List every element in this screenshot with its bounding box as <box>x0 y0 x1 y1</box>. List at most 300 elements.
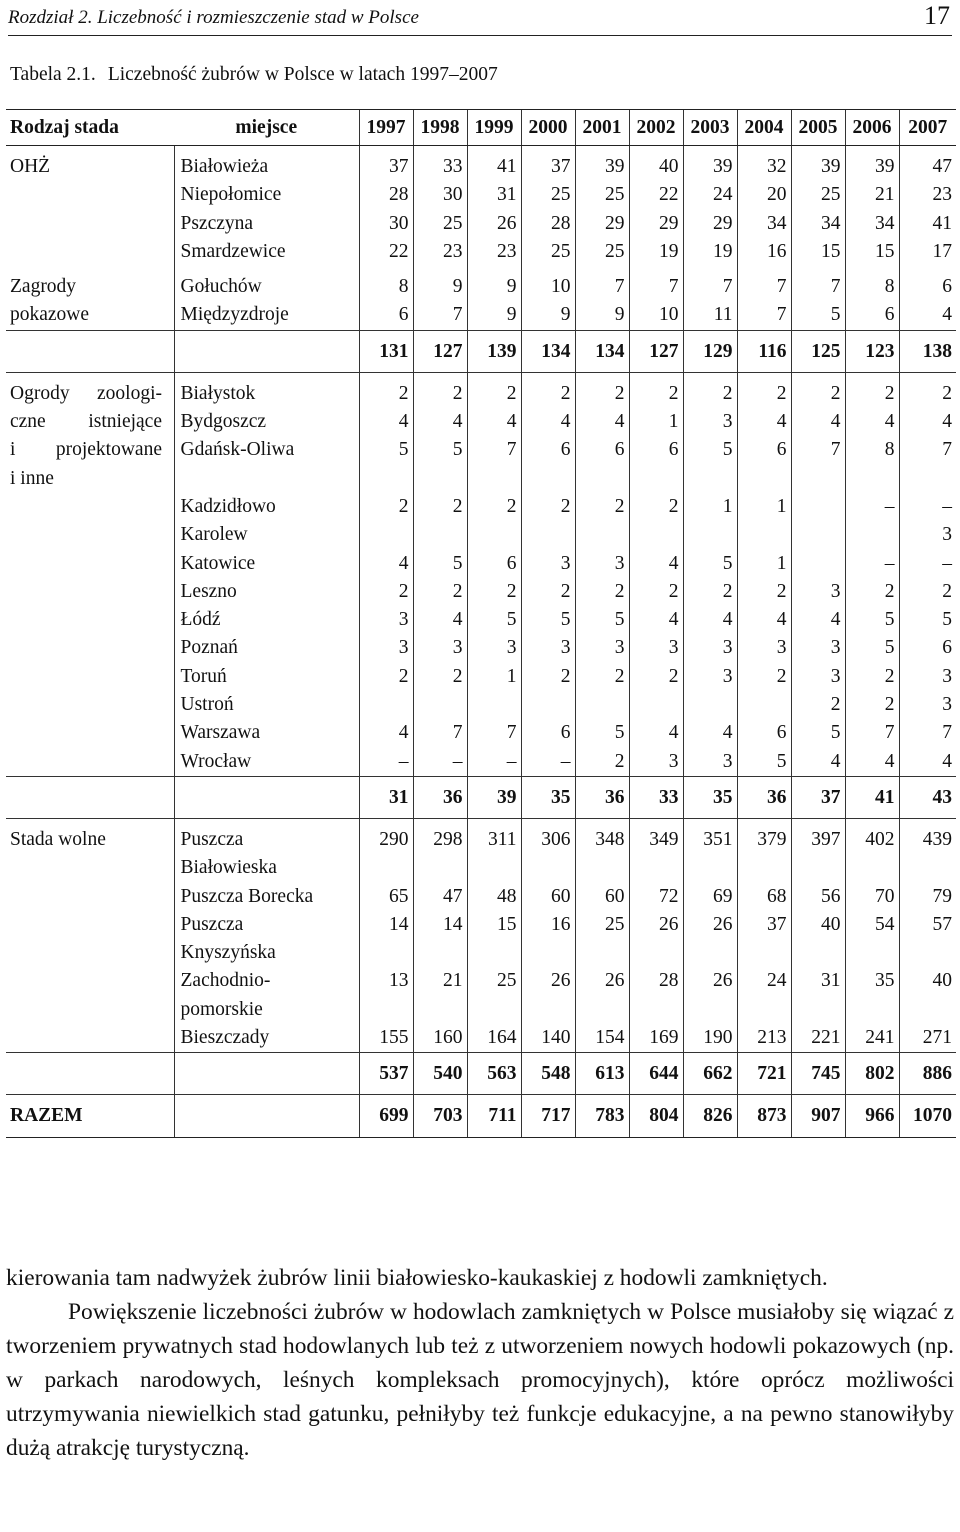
value-cell: 2 <box>737 578 791 606</box>
subtotal-value: 116 <box>737 330 791 372</box>
value-cell: 4 <box>575 408 629 436</box>
place-cell <box>174 146 359 182</box>
value-cell: 4 <box>845 408 899 436</box>
value-cell: 16 <box>521 911 575 968</box>
value-cell: 23 <box>467 238 521 266</box>
table-header-row <box>6 110 956 146</box>
place-cell <box>174 238 359 266</box>
value-cell: 34 <box>737 210 791 238</box>
herd-type-line: Stada wolne <box>10 828 106 850</box>
value-cell: 348 <box>575 818 629 882</box>
value-cell: 7 <box>683 266 737 301</box>
value-cell: 17 <box>899 238 956 266</box>
subtotal-value: 39 <box>467 776 521 818</box>
subtotal-value: 36 <box>737 776 791 818</box>
total-value: 826 <box>683 1095 737 1138</box>
place-line: Białowieska <box>180 857 277 879</box>
value-cell <box>845 521 899 549</box>
value-cell: 37 <box>737 911 791 968</box>
value-cell: 4 <box>359 408 413 436</box>
subtotal-value: 125 <box>791 330 845 372</box>
table-caption <box>10 64 498 86</box>
subtotal-value: 131 <box>359 330 413 372</box>
value-cell: 154 <box>575 1024 629 1053</box>
value-cell <box>521 691 575 719</box>
place-cell <box>174 550 359 578</box>
value-cell: – <box>845 493 899 521</box>
header-year: 1999 <box>467 110 521 146</box>
value-cell: 33 <box>413 146 467 182</box>
value-cell: 41 <box>899 210 956 238</box>
subtotal-value: 139 <box>467 330 521 372</box>
value-cell <box>683 465 737 493</box>
value-cell: 6 <box>845 301 899 330</box>
subtotal-value: 123 <box>845 330 899 372</box>
total-label: RAZEM <box>6 1095 174 1138</box>
value-cell: 3 <box>359 606 413 634</box>
value-cell: 4 <box>683 606 737 634</box>
value-cell: 3 <box>899 691 956 719</box>
value-cell <box>575 465 629 493</box>
value-cell: 3 <box>629 748 683 777</box>
value-cell: 4 <box>737 408 791 436</box>
value-cell: 6 <box>359 301 413 330</box>
herd-type-cell <box>6 372 174 776</box>
herd-type-line: czne istniejące <box>10 411 162 433</box>
place-line: Puszcza Borecka <box>180 885 314 907</box>
value-cell <box>467 465 521 493</box>
value-cell: 4 <box>413 606 467 634</box>
value-cell: 4 <box>899 301 956 330</box>
table-caption-text: Liczebność żubrów w Polsce w latach 1997–2007 <box>107 64 498 85</box>
value-cell: 35 <box>845 967 899 1024</box>
place-cell <box>174 578 359 606</box>
value-cell: 3 <box>359 634 413 662</box>
value-cell: 155 <box>359 1024 413 1053</box>
value-cell: 2 <box>845 578 899 606</box>
total-empty-cell <box>174 1095 359 1138</box>
value-cell: 3 <box>521 634 575 662</box>
place-line: Pszczyna <box>180 212 254 234</box>
total-value: 699 <box>359 1095 413 1138</box>
value-cell <box>791 550 845 578</box>
value-cell: 26 <box>683 967 737 1024</box>
value-cell: 47 <box>899 146 956 182</box>
place-cell <box>174 883 359 911</box>
total-value: 873 <box>737 1095 791 1138</box>
value-cell: 169 <box>629 1024 683 1053</box>
subtotal-value: 802 <box>845 1053 899 1095</box>
subtotal-value: 745 <box>791 1053 845 1095</box>
total-value: 966 <box>845 1095 899 1138</box>
place-line: Katowice <box>180 552 256 574</box>
value-cell: 4 <box>629 606 683 634</box>
value-cell: 160 <box>413 1024 467 1053</box>
value-cell: – <box>413 748 467 777</box>
value-cell: 8 <box>359 266 413 301</box>
value-cell: 7 <box>845 719 899 747</box>
value-cell: 3 <box>899 521 956 549</box>
value-cell: 1 <box>629 408 683 436</box>
value-cell: 140 <box>521 1024 575 1053</box>
value-cell: 25 <box>521 238 575 266</box>
value-cell: 6 <box>521 719 575 747</box>
value-cell: 5 <box>467 606 521 634</box>
table-row <box>6 818 956 882</box>
place-line: Bieszczady <box>180 1027 270 1049</box>
value-cell: 79 <box>899 883 956 911</box>
subtotal-empty-cell <box>174 1053 359 1095</box>
value-cell: 37 <box>359 146 413 182</box>
value-cell: 7 <box>791 266 845 301</box>
value-cell: 7 <box>899 436 956 464</box>
value-cell: 6 <box>629 436 683 464</box>
value-cell: 10 <box>629 301 683 330</box>
subtotal-value: 127 <box>413 330 467 372</box>
value-cell: 7 <box>737 301 791 330</box>
running-title: Rozdział 2. Liczebność i rozmieszczenie stad w Polsce <box>8 7 419 28</box>
value-cell: 2 <box>575 372 629 408</box>
value-cell: 1 <box>737 493 791 521</box>
value-cell: 5 <box>359 436 413 464</box>
value-cell: 241 <box>845 1024 899 1053</box>
value-cell <box>467 521 521 549</box>
value-cell <box>683 691 737 719</box>
value-cell: 3 <box>737 634 791 662</box>
value-cell <box>737 521 791 549</box>
place-cell <box>174 748 359 777</box>
table-caption-label: Tabela 2.1. <box>10 64 96 85</box>
value-cell: 21 <box>413 967 467 1024</box>
value-cell: 7 <box>791 436 845 464</box>
header-year: 2002 <box>629 110 683 146</box>
value-cell: 6 <box>737 436 791 464</box>
total-value: 1070 <box>899 1095 956 1138</box>
value-cell <box>629 691 683 719</box>
value-cell: – <box>899 493 956 521</box>
value-cell <box>521 465 575 493</box>
total-value: 804 <box>629 1095 683 1138</box>
subtotal-value: 41 <box>845 776 899 818</box>
page-number: 17 <box>924 1 950 30</box>
value-cell: 5 <box>845 606 899 634</box>
value-cell: – <box>899 550 956 578</box>
value-cell: 5 <box>845 634 899 662</box>
value-cell: 3 <box>413 634 467 662</box>
herd-type-line: Zagrody <box>10 276 77 298</box>
value-cell: 40 <box>629 146 683 182</box>
value-cell <box>791 521 845 549</box>
subtotal-value: 35 <box>683 776 737 818</box>
value-cell <box>467 691 521 719</box>
value-cell: 4 <box>845 748 899 777</box>
value-cell: 3 <box>521 550 575 578</box>
place-cell <box>174 521 359 549</box>
subtotal-value: 721 <box>737 1053 791 1095</box>
value-cell: 4 <box>359 550 413 578</box>
value-cell: 4 <box>359 719 413 747</box>
value-cell: 41 <box>467 146 521 182</box>
subtotal-row <box>6 1053 956 1095</box>
place-cell <box>174 408 359 436</box>
value-cell <box>737 691 791 719</box>
value-cell: 26 <box>521 967 575 1024</box>
value-cell: 9 <box>467 266 521 301</box>
value-cell: – <box>467 748 521 777</box>
value-cell: 29 <box>575 210 629 238</box>
value-cell <box>791 465 845 493</box>
value-cell: 2 <box>575 493 629 521</box>
subtotal-value: 36 <box>575 776 629 818</box>
value-cell <box>575 521 629 549</box>
value-cell: 5 <box>521 606 575 634</box>
value-cell: 2 <box>683 578 737 606</box>
subtotal-value: 548 <box>521 1053 575 1095</box>
value-cell: 6 <box>899 266 956 301</box>
place-line: Knyszyńska <box>180 942 276 964</box>
value-cell: 2 <box>791 372 845 408</box>
value-cell: 5 <box>575 719 629 747</box>
place-cell <box>174 372 359 408</box>
header-place: miejsce <box>174 110 359 146</box>
value-cell: 28 <box>629 967 683 1024</box>
value-cell: 3 <box>683 663 737 691</box>
table-row <box>6 146 956 182</box>
value-cell: 2 <box>845 691 899 719</box>
value-cell: 21 <box>845 181 899 209</box>
value-cell: 65 <box>359 883 413 911</box>
place-line: Bydgoszcz <box>180 411 267 433</box>
value-cell: 26 <box>683 911 737 968</box>
place-line: Białowieża <box>180 156 269 177</box>
paragraph: kierowania tam nadwyżek żubrów linii białowiesko-kaukaskiej z hodowli zamkniętych. <box>6 1265 828 1291</box>
value-cell: 5 <box>683 550 737 578</box>
value-cell: 9 <box>575 301 629 330</box>
place-line: pomorskie <box>180 998 263 1020</box>
value-cell: 34 <box>791 210 845 238</box>
value-cell: 60 <box>575 883 629 911</box>
value-cell: 311 <box>467 818 521 882</box>
value-cell: 4 <box>899 408 956 436</box>
value-cell: 306 <box>521 818 575 882</box>
subtotal-value: 37 <box>791 776 845 818</box>
place-cell <box>174 181 359 209</box>
value-cell: 34 <box>845 210 899 238</box>
value-cell: 4 <box>629 550 683 578</box>
place-line: Gdańsk-Oliwa <box>180 439 295 461</box>
total-value: 717 <box>521 1095 575 1138</box>
subtotal-value: 138 <box>899 330 956 372</box>
value-cell: 397 <box>791 818 845 882</box>
header-year: 2005 <box>791 110 845 146</box>
value-cell: 2 <box>737 663 791 691</box>
subtotal-empty-cell <box>6 776 174 818</box>
value-cell: 4 <box>791 606 845 634</box>
place-cell <box>174 493 359 521</box>
value-cell: 40 <box>899 967 956 1024</box>
value-cell: 3 <box>683 634 737 662</box>
value-cell: 68 <box>737 883 791 911</box>
total-value: 907 <box>791 1095 845 1138</box>
value-cell: 2 <box>521 663 575 691</box>
value-cell: 7 <box>899 719 956 747</box>
value-cell: 7 <box>467 436 521 464</box>
value-cell: 4 <box>629 719 683 747</box>
value-cell: 15 <box>467 911 521 968</box>
value-cell <box>737 465 791 493</box>
value-cell <box>791 493 845 521</box>
value-cell: 7 <box>413 719 467 747</box>
place-line: Smardzewice <box>180 240 286 262</box>
value-cell: 25 <box>791 181 845 209</box>
header-year: 2000 <box>521 110 575 146</box>
value-cell: 2 <box>359 372 413 408</box>
value-cell: 19 <box>629 238 683 266</box>
place-line: Karolew <box>180 524 248 546</box>
value-cell: 30 <box>359 210 413 238</box>
value-cell: 39 <box>683 146 737 182</box>
value-cell <box>845 465 899 493</box>
value-cell: 2 <box>899 578 956 606</box>
value-cell: 351 <box>683 818 737 882</box>
place-cell <box>174 663 359 691</box>
value-cell: 2 <box>467 578 521 606</box>
value-cell: 54 <box>845 911 899 968</box>
subtotal-value: 134 <box>575 330 629 372</box>
herd-type-line: i projektowane <box>10 439 162 461</box>
herd-type-cell <box>6 266 174 330</box>
value-cell: 2 <box>575 663 629 691</box>
value-cell: 2 <box>629 578 683 606</box>
value-cell: 29 <box>629 210 683 238</box>
place-cell <box>174 606 359 634</box>
value-cell: 2 <box>467 493 521 521</box>
value-cell: 25 <box>413 210 467 238</box>
value-cell: 60 <box>521 883 575 911</box>
total-row <box>6 1095 956 1138</box>
place-cell <box>174 465 359 493</box>
value-cell: 72 <box>629 883 683 911</box>
value-cell: 39 <box>575 146 629 182</box>
value-cell: 70 <box>845 883 899 911</box>
value-cell: 2 <box>521 578 575 606</box>
value-cell: 2 <box>629 663 683 691</box>
value-cell: – <box>845 550 899 578</box>
value-cell: 69 <box>683 883 737 911</box>
value-cell: 2 <box>521 493 575 521</box>
value-cell: 7 <box>467 719 521 747</box>
value-cell: 3 <box>683 408 737 436</box>
subtotal-empty-cell <box>174 330 359 372</box>
subtotal-value: 886 <box>899 1053 956 1095</box>
place-line: Leszno <box>180 580 237 602</box>
value-cell: 14 <box>413 911 467 968</box>
place-line: Międzyzdroje <box>180 304 289 326</box>
value-cell: 7 <box>737 266 791 301</box>
value-cell: 25 <box>521 181 575 209</box>
value-cell: 2 <box>359 493 413 521</box>
value-cell <box>575 691 629 719</box>
value-cell: 31 <box>791 967 845 1024</box>
value-cell: 28 <box>359 181 413 209</box>
place-cell <box>174 818 359 882</box>
herd-type-line: OHŻ <box>10 156 51 177</box>
place-line: Toruń <box>180 665 227 687</box>
place-line: Łódź <box>180 609 221 631</box>
value-cell: 22 <box>629 181 683 209</box>
value-cell: 39 <box>845 146 899 182</box>
herd-type-cell <box>6 146 174 267</box>
place-line: Gołuchów <box>180 276 262 298</box>
value-cell: 2 <box>467 372 521 408</box>
value-cell: 5 <box>791 301 845 330</box>
place-cell <box>174 967 359 1024</box>
value-cell: 4 <box>899 748 956 777</box>
value-cell: 40 <box>791 911 845 968</box>
value-cell: 439 <box>899 818 956 882</box>
value-cell: 14 <box>359 911 413 968</box>
total-value: 703 <box>413 1095 467 1138</box>
value-cell: 164 <box>467 1024 521 1053</box>
value-cell <box>899 465 956 493</box>
value-cell: 4 <box>791 408 845 436</box>
value-cell: – <box>521 748 575 777</box>
value-cell: 47 <box>413 883 467 911</box>
value-cell: 22 <box>359 238 413 266</box>
value-cell: 4 <box>683 719 737 747</box>
value-cell: 11 <box>683 301 737 330</box>
table-row <box>6 266 956 301</box>
place-line: Poznań <box>180 637 238 659</box>
place-line: Niepołomice <box>180 184 282 206</box>
value-cell <box>359 691 413 719</box>
header-year: 1998 <box>413 110 467 146</box>
header-herd-type: Rodzaj stada <box>6 110 174 146</box>
paragraph: Powiększenie liczebności żubrów w hodowlach zamkniętych w Polsce musiałoby się wiązać z tworzeniem prywatnych stad hodowlanych lub też z utworzeniem nowych hodowli pokazowych (np. w parkach narodowych, leśnych kompleksach promocyjnych), które oprócz możliwości utrzymywania niewielkich stad gatunku, pełniłyby też funkcje edukacyjne, a na pewno stanowiłyby dużą atrakcję turystyczną. <box>6 1299 954 1461</box>
value-cell: 213 <box>737 1024 791 1053</box>
place-cell <box>174 691 359 719</box>
bison-population-table <box>6 109 956 1138</box>
subtotal-value: 33 <box>629 776 683 818</box>
value-cell: 3 <box>683 748 737 777</box>
value-cell: 2 <box>413 493 467 521</box>
value-cell: 271 <box>899 1024 956 1053</box>
value-cell: 15 <box>845 238 899 266</box>
value-cell <box>359 465 413 493</box>
value-cell: 10 <box>521 266 575 301</box>
total-value: 783 <box>575 1095 629 1138</box>
value-cell: 2 <box>791 691 845 719</box>
herd-type-line: i inne <box>10 467 54 489</box>
herd-type-cell <box>6 818 174 1052</box>
place-cell <box>174 210 359 238</box>
value-cell: 8 <box>845 436 899 464</box>
value-cell: 26 <box>575 967 629 1024</box>
subtotal-row <box>6 330 956 372</box>
value-cell: 3 <box>629 634 683 662</box>
place-line: Puszcza <box>180 828 244 850</box>
place-cell <box>174 719 359 747</box>
value-cell: 48 <box>467 883 521 911</box>
value-cell <box>359 521 413 549</box>
subtotal-row <box>6 776 956 818</box>
value-cell: 29 <box>683 210 737 238</box>
value-cell: 2 <box>575 748 629 777</box>
place-line: Wrocław <box>180 750 252 772</box>
value-cell: 26 <box>467 210 521 238</box>
subtotal-value: 36 <box>413 776 467 818</box>
value-cell: 5 <box>575 606 629 634</box>
